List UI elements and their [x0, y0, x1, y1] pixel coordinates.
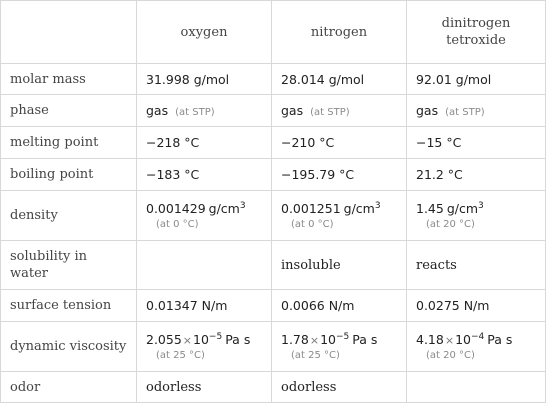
column-header-oxygen: oxygen — [137, 1, 272, 64]
times-sign: × — [444, 334, 455, 347]
cell-value: 0.01347 N/m — [137, 290, 272, 322]
corner-cell — [1, 1, 137, 64]
cell-phase — [137, 95, 272, 127]
cell-value — [137, 241, 272, 290]
condition-note: (at 25 °C) — [156, 350, 205, 361]
cell-value: gas — [416, 103, 439, 118]
cell-viscosity — [272, 322, 407, 372]
cell-value: 28.014 g/mol — [272, 64, 407, 95]
cell-value: 21.2 °C — [407, 159, 546, 191]
row-label-melting-point: melting point — [1, 127, 137, 159]
column-header-dinitrogen-tetroxide: dinitrogen tetroxide — [407, 1, 546, 64]
cell-value: 0.0275 N/m — [407, 290, 546, 322]
table-row-boiling-point — [1, 159, 546, 191]
condition-note: (at 0 °C) — [156, 219, 199, 230]
exponent: −5 — [335, 332, 350, 342]
condition-note: (at 20 °C) — [426, 219, 475, 230]
cell-value: gas — [146, 103, 169, 118]
row-label-odor: odor — [1, 372, 137, 403]
header-row — [1, 1, 546, 64]
cell-value: 92.01 g/mol — [407, 64, 546, 95]
cell-value: 4.18 — [416, 332, 444, 347]
cell-value: −195.79 °C — [272, 159, 407, 191]
exponent-base: 10 — [320, 332, 336, 347]
condition-note: (at 25 °C) — [291, 350, 340, 361]
unit: Pa s — [352, 332, 378, 347]
condition-note: (at 0 °C) — [291, 219, 334, 230]
table-row-solubility — [1, 241, 546, 290]
cell-value: −210 °C — [272, 127, 407, 159]
cell-value: gas — [281, 103, 304, 118]
cell-density — [407, 191, 546, 241]
cell-viscosity — [407, 322, 546, 372]
row-label-phase: phase — [1, 95, 137, 127]
row-label-boiling-point: boiling point — [1, 159, 137, 191]
unit-exponent: 3 — [239, 201, 246, 211]
unit: g/cm — [208, 201, 240, 216]
cell-value: 31.998 g/mol — [137, 64, 272, 95]
cell-value: 1.78 — [281, 332, 309, 347]
cell-density — [272, 191, 407, 241]
cell-value: reacts — [407, 241, 546, 290]
cell-density — [137, 191, 272, 241]
row-label-density: density — [1, 191, 137, 241]
unit-exponent: 3 — [374, 201, 381, 211]
column-header-nitrogen: nitrogen — [272, 1, 407, 64]
cell-value: odorless — [137, 372, 272, 403]
table-row-viscosity — [1, 322, 546, 372]
table-row-surface-tension — [1, 290, 546, 322]
condition-note: (at STP) — [175, 107, 215, 118]
table-row-phase — [1, 95, 546, 127]
cell-value: −183 °C — [137, 159, 272, 191]
unit: g/cm — [446, 201, 479, 216]
unit: Pa s — [487, 332, 513, 347]
cell-value: −218 °C — [137, 127, 272, 159]
cell-viscosity — [137, 322, 272, 372]
row-label-viscosity: dynamic viscosity — [1, 322, 137, 372]
condition-note: (at STP) — [445, 107, 485, 118]
table-row-molar-mass — [1, 64, 546, 95]
row-label-solubility: solubility in water — [1, 241, 137, 290]
cell-value — [407, 372, 546, 403]
cell-value: 1.45 — [416, 201, 444, 216]
unit: g/cm — [343, 201, 375, 216]
condition-note: (at 20 °C) — [426, 350, 475, 361]
cell-value: odorless — [272, 372, 407, 403]
exponent-base: 10 — [455, 332, 471, 347]
unit: Pa s — [225, 332, 251, 347]
unit-exponent: 3 — [478, 201, 484, 211]
cell-value: 0.001251 — [281, 201, 341, 216]
exponent: −4 — [470, 332, 485, 342]
exponent-base: 10 — [193, 332, 209, 347]
row-label-surface-tension: surface tension — [1, 290, 137, 322]
exponent: −5 — [208, 332, 223, 342]
table-row-melting-point — [1, 127, 546, 159]
table-row-odor — [1, 372, 546, 403]
cell-value: 2.055 — [146, 332, 182, 347]
cell-phase — [407, 95, 546, 127]
cell-phase — [272, 95, 407, 127]
times-sign: × — [309, 334, 320, 347]
times-sign: × — [182, 334, 193, 347]
condition-note: (at STP) — [310, 107, 350, 118]
row-label-molar-mass: molar mass — [1, 64, 137, 95]
cell-value: 0.001429 — [146, 201, 206, 216]
cell-value: −15 °C — [407, 127, 546, 159]
cell-value: insoluble — [272, 241, 407, 290]
cell-value: 0.0066 N/m — [272, 290, 407, 322]
table-row-density — [1, 191, 546, 241]
